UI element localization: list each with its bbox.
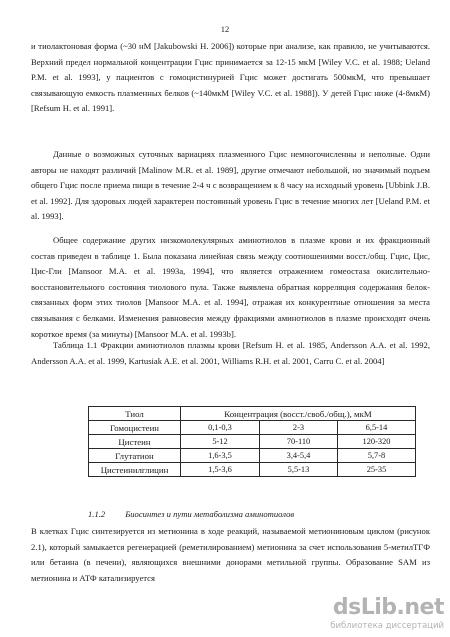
thiol-name: Цистеин xyxy=(89,435,181,449)
paragraph-1 xyxy=(31,39,430,117)
reduced-value: 0,1-0,3 xyxy=(181,421,260,435)
watermark-subtitle: библиотека диссертаций xyxy=(330,621,444,631)
table-caption xyxy=(31,338,430,369)
free-value: 3,4-5,4 xyxy=(260,449,338,463)
paragraph-text: Данные о возможных суточных вариациях плазменного Гцис немногочисленны и неполные. Одни авторы не находят различий [Malinow M.R. et al. 1989], другие отмечают небольшой, но значимый подъем общего Гцис после приема пищи в течение 2-4 ч с возвращением к 8 часу на исходный уровень [Ubbink J.B. et al. 1992]. Для здоровых людей характерен постоянный уровень Гцис в течение многих лет [Ueland P.M. et al. 1993]. xyxy=(31,149,430,222)
aminothiol-table xyxy=(88,406,416,477)
watermark-logo: dsLib.net xyxy=(332,595,444,620)
header-thiol: Тиол xyxy=(89,407,181,421)
thiol-name: Глутатион xyxy=(89,449,181,463)
table-caption-text: Таблица 1.1 Фракции аминотиолов плазмы крови [Refsum H. et al. 1985, Andersson A.A. et al. 1992, Andersson A.A. et al. 1999, Kartusiak A.E. et al. 2001, Williams R.H. et al. 2001, Carru C. et al. 2004] xyxy=(31,340,430,366)
total-value: 5,7-8 xyxy=(338,449,416,463)
free-value: 5,5-13 xyxy=(260,463,338,477)
paragraph-text: Общее содержание других низкомолекулярных аминотиолов в плазме крови и их фракционный состав приведен в таблице 1. Была показана линейная связь между соотношениями восст./общ. Гцис, Цис, Цис-Гли [Mansoor M.A. et al. 1993a, 1994], что является отражением гомеостаза окислительно-восстановительного состояния тиолового пула. Также выявлена обратная корреляция содержания белок-связанных форм этих тиолов [Mansoor M.A. et al. 1994], отражая их конкурентные отношения за места связывания с белками. Изменения равновесия между фракциями аминотиолов в плазме происходят очень короткое время (за минуты) [Mansoor M.A. et al. 1993b]. xyxy=(31,235,430,339)
section-heading xyxy=(88,509,294,519)
paragraph-3 xyxy=(31,233,430,342)
table-row xyxy=(89,435,416,449)
thiol-name: Цистеинилглицин xyxy=(89,463,181,477)
section-number: 1.1.2 xyxy=(88,509,106,519)
reduced-value: 1,5-3,6 xyxy=(181,463,260,477)
paragraph-4 xyxy=(31,524,430,586)
section-title: Биосинтез и пути метаболизма аминотиолов xyxy=(125,509,295,519)
paragraph-2 xyxy=(31,147,430,225)
watermark[interactable] xyxy=(330,595,444,631)
paragraph-text: и тиолактоновая форма (~30 нМ [Jakubowski H. 2006]) которые при анализе, как правило, не учитываются. Верхний предел нормальной концентрации Гцис принимается за 12-15 мкМ [Wiley V.C. et al. 1988; Ueland P.M. et al. 1993], у пациентов с гомоцистинурией Гцис может достигать 500мкМ, что превышает связывающую емкость плазменных белков (~140мкМ [Wiley V.C. et al. 1988]). У детей Гцис ниже (4-8мкМ) [Refsum H. et al. 1991]. xyxy=(31,41,430,114)
thiol-name: Гомоцистеин xyxy=(89,421,181,435)
total-value: 6,5-14 xyxy=(338,421,416,435)
free-value: 2-3 xyxy=(260,421,338,435)
total-value: 120-320 xyxy=(338,435,416,449)
table-header-row xyxy=(89,407,416,421)
free-value: 70-110 xyxy=(260,435,338,449)
table-row xyxy=(89,463,416,477)
table-row xyxy=(89,449,416,463)
reduced-value: 5-12 xyxy=(181,435,260,449)
reduced-value: 1,6-3,5 xyxy=(181,449,260,463)
page-number: 12 xyxy=(220,24,230,34)
header-concentration: Концентрация (восст./своб./общ.), мкМ xyxy=(181,407,416,421)
total-value: 25-35 xyxy=(338,463,416,477)
table-row xyxy=(89,421,416,435)
paragraph-text: В клетках Гцис синтезируется из метионина в ходе реакций, называемой метиониновым циклом (рисунок 2.1), который замыкается регенерацией (реметилированием) метионина за счет использования 5-метилТГФ или бетаина (в печени), являющихся внешними донорами метильной группы. Образование SAM из метионина и АТФ катализируется xyxy=(31,526,430,583)
